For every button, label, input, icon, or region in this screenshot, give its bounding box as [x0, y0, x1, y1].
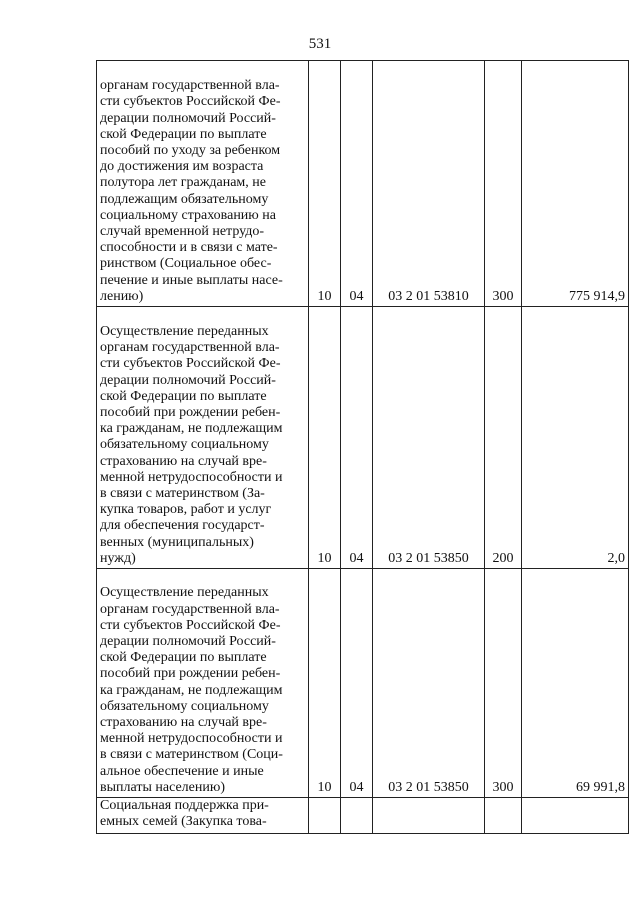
row-name-line: ской Федерации по выплате: [100, 388, 267, 404]
row-name-line: Осуществление переданных: [100, 585, 269, 601]
row-name-cell: [97, 798, 309, 834]
target-article-cell: 03 2 01 53810: [373, 61, 485, 307]
expense-type-cell: 200: [485, 307, 522, 569]
target-article-cell: 03 2 01 53850: [373, 307, 485, 569]
section-code-cell: 10: [309, 307, 341, 569]
target-article-cell: 03 2 01 53850: [373, 569, 485, 798]
expense-type-cell: 300: [485, 569, 522, 798]
row-name-line: Осуществление переданных: [100, 323, 269, 339]
table-row: [97, 569, 629, 798]
row-name-line: пособий при рождении ребен-: [100, 666, 281, 682]
row-name-line: ка гражданам, не подлежащим: [100, 421, 283, 437]
amount-cell: 69 991,8: [522, 569, 629, 798]
row-name-line: сти субъектов Российской Фе-: [100, 94, 281, 110]
row-name-line: печение и иные выплаты насе-: [100, 272, 283, 288]
row-name-line: менной нетрудоспособности и: [100, 731, 283, 747]
row-name-line: ка гражданам, не подлежащим: [100, 682, 283, 698]
row-name-cell: [97, 61, 309, 307]
subsection-code-cell: 04: [341, 307, 373, 569]
row-name-line: полутора лет гражданам, не: [100, 175, 266, 191]
row-name-line: страхованию на случай вре-: [100, 453, 267, 469]
amount-cell: 2,0: [522, 307, 629, 569]
target-article-cell: [373, 798, 485, 834]
row-name-line: лению): [100, 288, 144, 304]
row-name-line: альное обеспечение и иные: [100, 763, 264, 779]
amount-cell: 775 914,9: [522, 61, 629, 307]
amount-cell: [522, 798, 629, 834]
row-name-line: менной нетрудоспособности и: [100, 469, 283, 485]
table-row: [97, 798, 629, 834]
table-row: [97, 307, 629, 569]
row-name-line: сти субъектов Российской Фе-: [100, 617, 281, 633]
row-name-line: ской Федерации по выплате: [100, 126, 267, 142]
row-name-line: Социальная поддержка при-: [100, 798, 269, 813]
row-name-line: для обеспечения государст-: [100, 518, 265, 534]
row-name-line: дерации полномочий Россий-: [100, 110, 276, 126]
row-name-line: венных (муниципальных): [100, 534, 254, 550]
row-name-line: в связи с материнством (За-: [100, 485, 265, 501]
section-code-cell: 10: [309, 569, 341, 798]
row-name-line: социальному страхованию на: [100, 207, 276, 223]
subsection-code-cell: 04: [341, 569, 373, 798]
row-name-line: пособий по уходу за ребенком: [100, 142, 281, 158]
section-code-cell: [309, 798, 341, 834]
row-name-line: органам государственной вла-: [100, 340, 280, 356]
row-name-line: нужд): [100, 550, 136, 566]
row-name-cell: [97, 569, 309, 798]
row-name-line: до достижения им возраста: [100, 159, 264, 175]
budget-table: [96, 60, 629, 834]
subsection-code-cell: 04: [341, 61, 373, 307]
subsection-code-cell: [341, 798, 373, 834]
section-code-cell: 10: [309, 61, 341, 307]
row-name-line: дерации полномочий Россий-: [100, 633, 276, 649]
row-name-line: купка товаров, работ и услуг: [100, 502, 272, 518]
row-name-line: страхованию на случай вре-: [100, 714, 267, 730]
expense-type-cell: [485, 798, 522, 834]
table-row: [97, 61, 629, 307]
row-name-line: в связи с материнством (Соци-: [100, 747, 283, 763]
row-name-line: органам государственной вла-: [100, 601, 280, 617]
row-name-line: выплаты населению): [100, 779, 225, 795]
expense-type-cell: 300: [485, 61, 522, 307]
row-name-line: подлежащим обязательному: [100, 191, 269, 207]
row-name-line: ской Федерации по выплате: [100, 650, 267, 666]
row-name-line: случай временной нетрудо-: [100, 223, 265, 239]
row-name-line: обязательному социальному: [100, 698, 269, 714]
row-name-line: сти субъектов Российской Фе-: [100, 356, 281, 372]
row-name-line: ринством (Социальное обес-: [100, 256, 272, 272]
row-name-line: емных семей (Закупка това-: [100, 814, 267, 830]
page-number: 531: [308, 36, 332, 52]
row-name-line: дерации полномочий Россий-: [100, 372, 276, 388]
row-name-line: обязательному социальному: [100, 437, 269, 453]
row-name-line: органам государственной вла-: [100, 78, 280, 94]
row-name-cell: [97, 307, 309, 569]
row-name-line: способности и в связи с мате-: [100, 240, 278, 256]
row-name-line: пособий при рождении ребен-: [100, 404, 281, 420]
